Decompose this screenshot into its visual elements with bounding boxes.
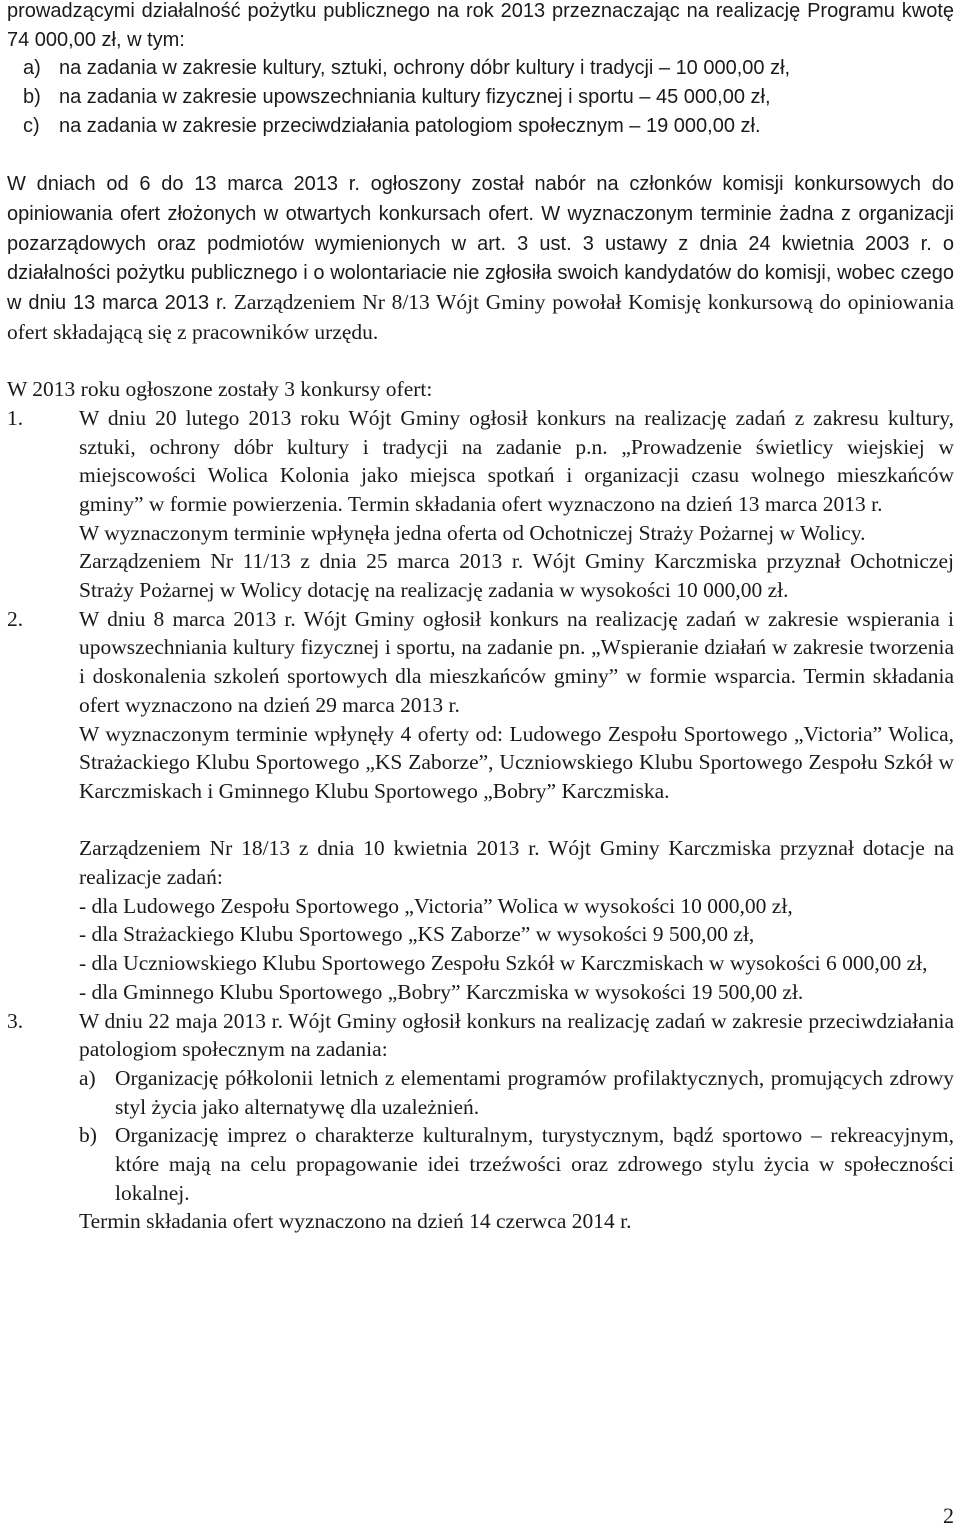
budget-item-c: [7, 112, 954, 141]
item-text: na zadania w zakresie przeciwdziałania patologiom społecznym – 19 000,00 zł.: [59, 114, 761, 137]
task-item-b: [79, 1121, 954, 1207]
commission-text-2: o działalności pożytku publicznego i o wolontariacie nie zgłosiła swoich kandydatów do komisji, wobec czego w dniu 13 marca 2013 r.: [7, 232, 954, 315]
task-item-a: [79, 1064, 954, 1121]
spacer: [7, 346, 954, 375]
spacer: [79, 806, 954, 835]
contest-announcement: W dniu 22 maja 2013 r. Wójt Gminy ogłosił konkurs na realizację zadań w zakresie przeciwdziałania patologiom społecznym na zadania:: [79, 1008, 954, 1062]
contest-3: [7, 1007, 954, 1064]
budget-item-b: [7, 83, 954, 112]
grant-item: - dla Gminnego Klubu Sportowego „Bobry” Karczmiska w wysokości 19 500,00 zł.: [79, 979, 804, 1004]
contest-offers: W wyznaczonym terminie wpłynęła jedna oferta od Ochotniczej Straży Pożarnej w Wolicy.: [79, 520, 866, 545]
item-text: na zadania w zakresie kultury, sztuki, ochrony dóbr kultury i tradycji – 10 000,00 zł,: [59, 57, 791, 80]
contest-offers: W wyznaczonym terminie wpłynęły 4 oferty od: Ludowego Zespołu Sportowego „Victoria” Wolica, Strażackiego Klubu Sportowego „KS Zaborze”, Uczniowskiego Klubu Sportowego Zespołu Szkół w Karczmiskach i Gminnego Klubu Sportowego „Bobry” Karczmiska.: [79, 721, 954, 803]
task-label: a): [79, 1065, 96, 1090]
contest-number: 2.: [7, 606, 24, 631]
page-number: 2: [943, 1503, 954, 1528]
contest-deadline: Termin składania ofert wyznaczono na dzień 14 czerwca 2014 r.: [79, 1209, 632, 1234]
grant-item: - dla Strażackiego Klubu Sportowego „KS Zaborze” w wysokości 9 500,00 zł,: [79, 922, 755, 947]
item-text: na zadania w zakresie upowszechniania kultury fizycznej i sportu – 45 000,00 zł,: [59, 86, 771, 109]
commission-paragraph: [7, 169, 954, 346]
task-text: Organizację imprez o charakterze kulturalnym, turystycznym, bądź sportowo – rekreacyjnym, które mają na celu propagowanie idei trzeźwości oraz zdrowego stylu życia w społeczności lokalnej.: [115, 1123, 954, 1205]
contest-number: 3.: [7, 1008, 24, 1033]
contest-announcement: W dniu 20 lutego 2013 roku Wójt Gminy ogłosił konkurs na realizację zadań z zakresu kultury, sztuki, ochrony dóbr kultury i tradycji na zadanie p.n. „Prowadzenie świetlicy wiejskiej w miejscowości Wolica Kolonia jako miejsca spotkań i organizacji czasu wolnego mieszkańców gminy” w formie powierzenia. Termin składania ofert wyznaczono na dzień 13 marca 2013 r.: [79, 405, 954, 516]
item-label: b): [23, 86, 41, 109]
contest-announcement: W dniu 8 marca 2013 r. Wójt Gminy ogłosił konkurs na realizację zadań w zakresie wspierania i upowszechniania kultury fizycznej i sportu, na zadanie pn. „Wspieranie działań w zakresie tworzenia i doskonalenia szkoleń sportowych dla mieszkańców gminy” w formie wsparcia. Termin składania ofert wyznaczono na dzień 29 marca 2013 r.: [79, 606, 954, 717]
contests-heading: W 2013 roku ogłoszone zostały 3 konkursy ofert:: [7, 377, 433, 402]
commission-text-1: ogłoszony został nabór na członków komisji konkursowych do opiniowania ofert złożonych w otwartych konkursach ofert. W wyznaczonym terminie żadna z organizacji pozarządowych oraz podmiotów wymienionych w art. 3 ust. 3 ustawy z dnia 24 kwietnia 2003 r.: [7, 173, 954, 255]
grant-item: - dla Uczniowskiego Klubu Sportowego Zespołu Szkół w Karczmiskach w wysokości 6 000,00 zł,: [79, 951, 928, 976]
contest-body: [79, 605, 954, 1007]
intro-paragraph: prowadzącymi działalność pożytku publicznego na rok 2013 przeznaczając na realizację Programu kwotę 74 000,00 zł, w tym:: [7, 0, 954, 51]
contest-1: [7, 404, 954, 605]
document-page: [7, 0, 954, 1236]
task-label: b): [79, 1123, 97, 1148]
contest-body: [79, 404, 954, 605]
contest-2: [7, 605, 954, 1007]
contest-number: 1.: [7, 405, 24, 430]
item-label: c): [23, 114, 40, 137]
contest-decision: Zarządzeniem Nr 11/13 z dnia 25 marca 2013 r. Wójt Gminy Karczmiska przyznał Ochotniczej Straży Pożarnej w Wolicy dotację na realizację zadania w wysokości 10 000,00 zł.: [79, 549, 954, 603]
contest-decision: Zarządzeniem Nr 18/13 z dnia 10 kwietnia 2013 r. Wójt Gminy Karczmiska przyznał dotacje na realizacje zadań:: [79, 836, 954, 890]
grant-item: - dla Ludowego Zespołu Sportowego „Victoria” Wolica w wysokości 10 000,00 zł,: [79, 893, 793, 918]
commission-text-3: Zarządzeniem Nr 8/13 Wójt Gminy powołał Komisję konkursową do opiniowania ofert składającą się z pracowników urzędu.: [7, 290, 954, 344]
budget-item-a: [7, 54, 954, 83]
contest-3-tasks: [7, 1064, 954, 1236]
contest-body: [79, 1007, 954, 1064]
task-text: Organizację półkolonii letnich z elementami programów profilaktycznych, promujących zdrowy styl życia jako alternatywę dla uzależnień.: [115, 1065, 954, 1119]
item-label: a): [23, 57, 41, 80]
commission-dates: W dniach od 6 do 13 marca 2013 r.: [7, 173, 360, 196]
spacer: [7, 141, 954, 170]
